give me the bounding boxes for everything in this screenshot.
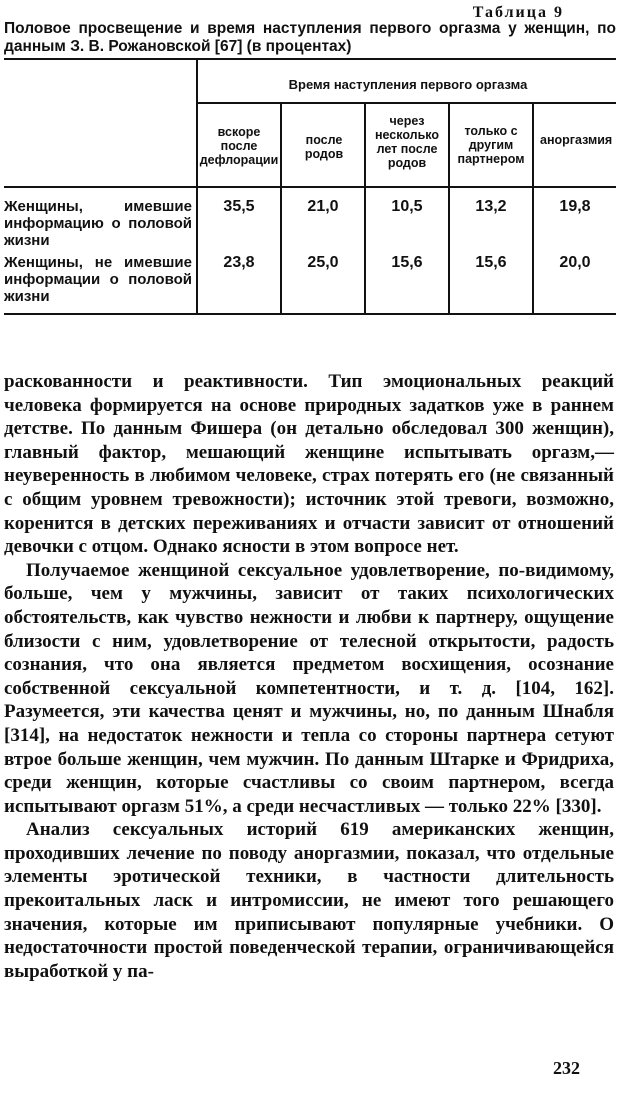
table-cell: 13,2 [475, 198, 507, 215]
table-cell: 19,8 [559, 198, 591, 215]
table-caption: Половое просвещение и время наступления первого оргазма у женщин, по данным З. В. Рожановской [67] (в процентах) [4, 20, 616, 55]
table-cell: 21,0 [307, 198, 339, 215]
header-bottom-rule [4, 186, 616, 188]
table-bottom-rule [4, 313, 616, 315]
paragraph: Анализ сексуальных историй 619 американских женщин, проходивших лечение по поводу аноргазмии, показал, что отдельные элементы эротической техники, в частности длительность прекоитальных ласк и интромиссии, не имеют того решающего значения, которые им приписывают популярные учебники. О недостаточности простой поведенческой терапии, ограничивающейся выработкой у па- [4, 819, 614, 982]
page-number: 232 [553, 1058, 580, 1078]
table-top-rule [4, 58, 616, 60]
row-label-1: Женщины, имевшие информацию о половой жизни [4, 198, 192, 249]
group-header: Время наступления первого оргазма [288, 77, 528, 92]
table-label: Таблица 9 [472, 4, 564, 21]
row-label-2: Женщины, не имевшие информации о половой жизни [4, 254, 192, 305]
table-cell: 20,0 [559, 254, 591, 271]
table-cell: 15,6 [475, 254, 507, 271]
table-cell: 15,6 [391, 254, 423, 271]
paragraph: Получаемое женщиной сексуальное удовлетворение, по-видимому, больше, чем у мужчины, зависит от таких психологических обстоятельств, как чувство нежности и любви к партнеру, ощущение близости с ним, удовлетворение от телесной открытости, радость сознания, что она является предметом восхищения, осознание собственной сексуальной компетентности, и т. д. [104, 162]. Разумеется, эти качества ценят и мужчины, но, по данным Шнабля [314], на недостаток нежности и тепла со стороны партнера сетуют втрое больше женщин, чем мужчин. По данным Штарке и Фридриха, среди женщин, которые счастливы со своим партнером, всегда испытывают оргазм 51%, а среди несчастливых — только 22% [330]. [4, 559, 614, 817]
column-header-2: после родов [304, 133, 344, 161]
table-cell: 35,5 [223, 198, 255, 215]
body-text [4, 370, 614, 983]
group-header-rule [197, 102, 616, 104]
table-cell: 10,5 [391, 198, 423, 215]
column-header-3: через несколько лет после родов [374, 114, 440, 170]
column-header-5: аноргазмия [540, 133, 613, 147]
table-cell: 25,0 [307, 254, 339, 271]
column-header-1: вскоре после дефлорации [199, 125, 279, 167]
stub-divider [196, 59, 198, 313]
column-header-4: только с другим партнером [457, 124, 525, 166]
table-cell: 23,8 [223, 254, 255, 271]
paragraph: раскованности и реактивности. Тип эмоциональных реакций человека формируется на основе природных задатков уже в раннем детстве. По данным Фишера (он детально обследовал 300 женщин), главный фактор, мешающий женщине испытывать оргазм,— неуверенность в любимом человеке, страх потерять его (не связанный с общим уровнем тревожности); источник этой тревоги, возможно, коренится в детских переживаниях и отчасти зависит от отношений девочки с отцом. Однако ясности в этом вопросе нет. [4, 371, 614, 558]
